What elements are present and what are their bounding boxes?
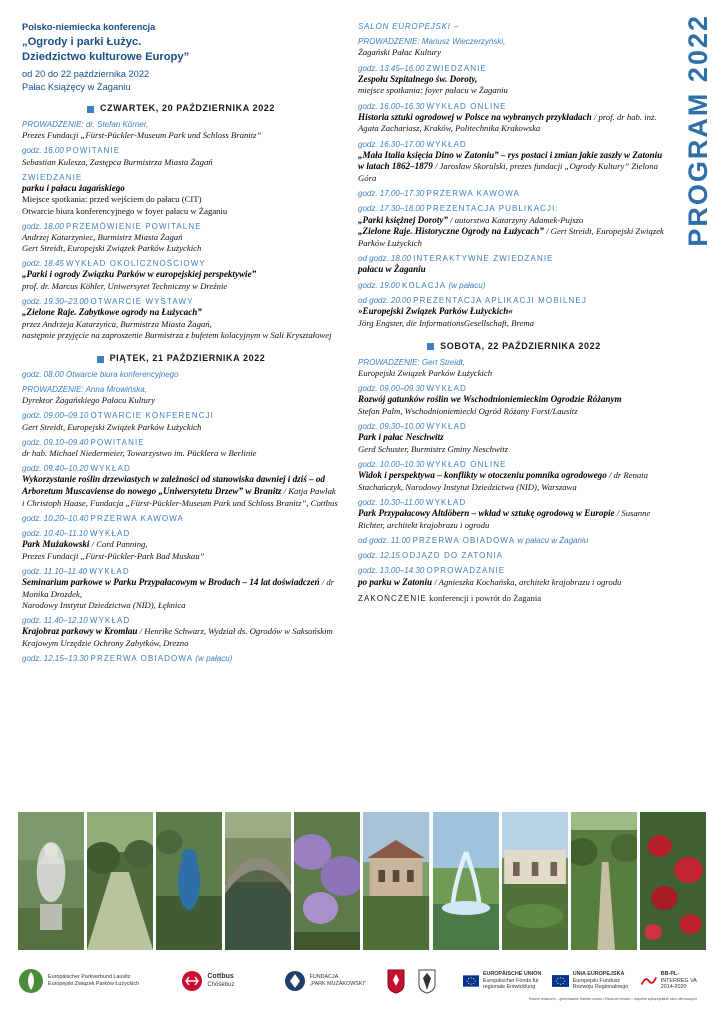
day-heading-thursday bbox=[22, 103, 340, 115]
item-title: Park Przypałacowy Altdöbern – wkład w sztukę ogrodową w Europie bbox=[358, 508, 615, 519]
bullet-square-icon bbox=[97, 356, 104, 363]
program-item-closing bbox=[358, 593, 670, 604]
item-meta-tail: (w pałacu) bbox=[448, 280, 486, 290]
item-kind: PRZERWA OBIADOWA bbox=[412, 535, 516, 545]
item-kind: ZWIEDZANIE bbox=[22, 172, 83, 182]
header-block bbox=[22, 22, 340, 94]
photo-blue-sculpture bbox=[156, 812, 222, 950]
program-item bbox=[22, 567, 340, 611]
item-title: »Europejski Związek Parków Łużyckich« bbox=[358, 306, 513, 317]
item-meta bbox=[22, 514, 340, 524]
left-column bbox=[22, 22, 340, 669]
item-meta bbox=[22, 370, 340, 380]
logo-line2: „PARK MUŻAKOWSKI” bbox=[309, 981, 366, 987]
item-title: Park i pałac Neschwitz bbox=[358, 432, 444, 443]
item-lead: przez Andrzeja Katarzyńca, Burmistrza Miasta Żagań, bbox=[22, 319, 212, 330]
program-item bbox=[358, 566, 670, 588]
program-item bbox=[22, 259, 340, 292]
day-heading-thursday-text: CZWARTEK, 20 PAŹDZIERNIKA 2022 bbox=[99, 103, 276, 114]
item-meta bbox=[22, 146, 340, 156]
item-time: godz. 10.00–10.30 bbox=[358, 459, 425, 469]
item-time: godz. 16.00–16.30 bbox=[358, 101, 425, 111]
header-title-2: Dziedzictwo kulturowe Europy” bbox=[22, 51, 190, 64]
item-title: Widok i perspektywa – konflikty w otoczeniu pomnika ogrodowego bbox=[358, 470, 607, 481]
item-meta-tail: w pałacu w Żaganiu bbox=[517, 535, 589, 545]
item-detail: Miejsce spotkania: przed wejściem do pałacu (CIT) bbox=[22, 194, 202, 205]
item-kind: OTWARCIE KONFERENCJI bbox=[90, 411, 214, 421]
logo-text bbox=[483, 971, 552, 991]
item-kind: WYKŁAD bbox=[425, 497, 467, 507]
logo-line1: UNIA EUROPEJSKA bbox=[572, 970, 625, 977]
item-meta bbox=[22, 567, 340, 577]
item-kind: INTERAKTYWNE ZWIEDZANIE bbox=[413, 254, 554, 264]
logo-zagan-crest bbox=[386, 968, 418, 994]
item-meta: PROWADZENIE: Mariusz Wieczerzyński, bbox=[358, 37, 506, 47]
item-time: godz. 19.00 bbox=[358, 280, 400, 290]
program-item bbox=[22, 411, 340, 432]
item-title-tail: / Katja Pawlak i Christoph Haase, Fundacja „Fürst-Pückler-Museum Park und Schloss Branitz”, Cottbus bbox=[22, 486, 338, 508]
item-meta bbox=[358, 460, 670, 470]
program-item bbox=[22, 297, 340, 341]
item-kind: WYKŁAD bbox=[89, 566, 130, 576]
item-kind: Otwarcie biura konferencyjnego bbox=[66, 369, 179, 379]
item-lead: Gert Streidt, Europejski Związek Parków Łużyckich bbox=[22, 243, 202, 254]
item-meta bbox=[358, 536, 670, 546]
item-title: „Parki księżnej Doroty” bbox=[358, 214, 448, 225]
program-item bbox=[22, 464, 340, 509]
logo-text bbox=[661, 971, 706, 991]
item-time: godz. 17.00–17.30 bbox=[358, 189, 425, 199]
salon-europejski-label: SALON EUROPEJSKI – bbox=[358, 22, 460, 31]
item-lead: następnie przyjęcie na zaproszenie Burmistrza z bufetem kolacyjnym w Sali Kryształowej bbox=[22, 330, 332, 341]
item-time: godz. 12.15 bbox=[358, 551, 400, 561]
item-kind: PREZENTACJA PUBLIKACJI: bbox=[426, 204, 559, 214]
photo-red-roses bbox=[640, 812, 706, 950]
item-meta bbox=[22, 222, 340, 232]
item-title-tail: / dr Monika Drozdek, bbox=[22, 577, 335, 599]
item-meta bbox=[358, 281, 670, 291]
item-time: od godz. 11.00 bbox=[358, 535, 411, 545]
item-kind: PRZERWA KAWOWA bbox=[90, 513, 184, 523]
item-title-wrap bbox=[358, 150, 670, 184]
item-meta bbox=[358, 140, 670, 150]
fundacja-mark-icon bbox=[284, 970, 306, 992]
item-meta bbox=[358, 566, 670, 576]
item-lead: Prezes Fundacji „Fürst-Pückler-Park Bad Muskau” bbox=[22, 550, 205, 561]
program-item bbox=[358, 536, 670, 546]
logo-fundacja-park-muzakowski bbox=[284, 970, 386, 992]
item-meta bbox=[358, 384, 670, 394]
item-title-tail: / prof. dr hab. inż. Agata Zachariasz, Kraków, Politechnika Krakowska bbox=[358, 111, 657, 134]
item-title-wrap bbox=[22, 626, 340, 649]
program-item bbox=[22, 438, 340, 459]
item-kind: WYKŁAD bbox=[426, 383, 467, 393]
item-title: Historia sztuki ogrodowej w Polsce na wybranych przykładach bbox=[358, 111, 592, 122]
photo-fountain bbox=[433, 812, 499, 950]
item-meta: PROWADZENIE: dr. Stefan Körner, bbox=[22, 119, 149, 129]
item-time: godz. 11.10–11.40 bbox=[22, 566, 88, 576]
logo-line1: Europäischer Parkverbund Lausitz bbox=[48, 974, 131, 981]
bullet-square-icon bbox=[427, 343, 434, 350]
photo-stone-bridge bbox=[225, 812, 291, 950]
item-kind: PRZEMÓWIENIE POWITALNE bbox=[66, 221, 202, 231]
item-title-wrap bbox=[358, 577, 670, 589]
item-title: po parku w Zatoniu bbox=[358, 576, 433, 587]
footer-note: Razem redakcem – gemeinsame Sachen nutzen / Reduziert kreativ – wspólne wykorzystanie sieci oferowanych bbox=[529, 997, 697, 1001]
item-kind: PREZENTACJA APLIKACJI MOBILNEJ bbox=[413, 296, 587, 306]
item-title-wrap-2 bbox=[358, 226, 670, 249]
logo-line2: Europäischer Fonds für regionale Entwicklung bbox=[482, 977, 539, 991]
program-item bbox=[358, 102, 670, 135]
zagan-coat-of-arms-icon bbox=[386, 968, 406, 994]
item-kind: WYKŁAD ONLINE bbox=[426, 101, 507, 111]
interreg-mark-icon bbox=[641, 972, 657, 990]
program-item bbox=[22, 514, 340, 524]
program-item bbox=[358, 22, 670, 32]
logo-cottbus-chosebuz bbox=[181, 970, 283, 992]
photo-angel-statue bbox=[18, 812, 84, 950]
header-venue: Pałac Książęcy w Żaganiu bbox=[22, 82, 131, 93]
item-lead: dr hab. Michael Niedermeier, Towarzystwo im. Pücklera w Berlinie bbox=[22, 448, 257, 459]
parkverbund-mark-icon bbox=[18, 968, 44, 994]
item-time: od godz. 20.00 bbox=[358, 296, 411, 306]
program-item bbox=[358, 281, 670, 291]
logo-text bbox=[207, 973, 234, 989]
logo-line2: INTERREG VA 2014-2020 bbox=[660, 977, 697, 991]
logo-nid-crest bbox=[417, 968, 454, 994]
item-meta bbox=[22, 297, 340, 307]
item-time: godz. 11.40–12.10 bbox=[22, 616, 88, 626]
item-title-2: „Zielone Raje. Historyczne Ogrody na Łużycach” bbox=[358, 226, 544, 237]
item-title-2-tail: / Gert Streidt, Europejski Związek Parków Łużyckich bbox=[358, 226, 664, 248]
program-item bbox=[358, 204, 670, 249]
item-meta bbox=[22, 616, 340, 626]
program-item bbox=[358, 358, 670, 379]
eu-flag-icon bbox=[463, 972, 479, 990]
item-meta bbox=[22, 259, 340, 269]
item-kind: WYKŁAD OKOLICZNOŚCIOWY bbox=[66, 259, 206, 269]
item-kind: PRZERWA OBIADOWA bbox=[90, 654, 194, 664]
program-item bbox=[22, 385, 340, 406]
item-kind: OPROWADZANIE bbox=[426, 566, 506, 576]
item-meta bbox=[358, 254, 670, 264]
item-title: „Zielone Raje. Zabytkowe ogrody na Łużycach” bbox=[22, 307, 202, 318]
item-detail: Otwarcie biura konferencyjnego w foyer pałacu w Żaganiu bbox=[22, 205, 228, 216]
program-item bbox=[22, 616, 340, 649]
program-item bbox=[22, 654, 340, 664]
item-time: godz. 16.30–17.00 bbox=[358, 139, 425, 149]
item-title: pałacu w Żaganiu bbox=[358, 264, 426, 275]
item-meta bbox=[358, 593, 670, 604]
item-lead: Jörg Engster, die InformationsGesellschaft, Brema bbox=[358, 317, 534, 328]
program-item bbox=[358, 189, 670, 199]
item-time: godz. 08.00 bbox=[22, 369, 64, 379]
item-lead: Narodowy Instytut Dziedzictwa (NID), Łęknica bbox=[22, 599, 186, 610]
item-kind: POWITANIE bbox=[66, 146, 121, 156]
item-meta bbox=[22, 654, 340, 664]
item-kind: ODJAZD DO ZATONIA bbox=[402, 551, 504, 561]
item-lead: Andrzej Katarzyniec, Burmistrz Miasta Żagań bbox=[22, 231, 183, 242]
item-kind: WYKŁAD bbox=[90, 464, 131, 474]
program-item bbox=[358, 254, 670, 276]
program-item bbox=[22, 146, 340, 167]
program-item bbox=[358, 422, 670, 455]
item-lead: Prezes Fundacji „Fürst-Pückler-Museum Park und Schloss Branitz” bbox=[22, 130, 262, 141]
item-title-wrap bbox=[358, 508, 670, 531]
item-title-tail: / Cord Panning, bbox=[89, 539, 148, 550]
cottbus-crab-icon bbox=[181, 970, 203, 992]
logo-line1: Cottbus bbox=[207, 972, 234, 980]
photo-manor-house bbox=[363, 812, 429, 950]
item-title: Park Mużakowski bbox=[22, 539, 90, 550]
photo-palace-park bbox=[502, 812, 568, 950]
item-meta bbox=[358, 204, 670, 214]
header-line1: Polsko-niemiecka konferencja bbox=[22, 22, 156, 32]
photo-garden-path bbox=[571, 812, 637, 950]
item-title-wrap bbox=[358, 215, 670, 227]
logo-line2: Europejski Związek Parków Łużyckich bbox=[48, 981, 140, 987]
item-title: parku i pałacu żagańskiego bbox=[22, 182, 125, 193]
item-time: godz. 19.30–23.00 bbox=[22, 297, 89, 307]
item-meta bbox=[358, 498, 670, 508]
day-heading-saturday-text: SOBOTA, 22 PAŹDZIERNIKA 2022 bbox=[440, 341, 601, 352]
item-meta: PROWADZENIE: Anna Mrowińska, bbox=[22, 385, 147, 395]
logo-line1: BB-PL- bbox=[660, 970, 679, 977]
item-time: godz. 13.00–14.30 bbox=[358, 566, 425, 576]
program-item bbox=[358, 551, 670, 561]
item-kind: OTWARCIE WYSTAWY bbox=[90, 297, 194, 307]
item-time: godz. 09.40–10.20 bbox=[22, 464, 89, 474]
item-lead: miejsce spotkania: foyer pałacu w Żaganiu bbox=[358, 85, 508, 96]
program-item bbox=[358, 498, 670, 531]
item-lead: Dyrektor Żagańskiego Pałacu Kultury bbox=[22, 395, 156, 406]
logo-interreg-pl-sn bbox=[641, 971, 706, 991]
item-meta bbox=[22, 411, 340, 421]
program-item bbox=[22, 120, 340, 141]
program-item bbox=[358, 64, 670, 97]
program-item bbox=[358, 384, 670, 417]
item-kind: WYKŁAD bbox=[426, 139, 467, 149]
item-time: godz. 10.30–11.00 bbox=[358, 497, 424, 507]
eu-flag-icon bbox=[552, 972, 569, 990]
logo-europaeische-union bbox=[463, 971, 552, 991]
item-meta bbox=[22, 173, 340, 183]
photo-park-path bbox=[87, 812, 153, 950]
logo-line1: EUROPÄISCHE UNION bbox=[482, 970, 542, 977]
program-item bbox=[358, 37, 670, 58]
item-title: Wykorzystanie roślin drzewiastych w zależności od stanowiska dawniej i dziś – od Arboretum Muscaviense do nowego „Uniwersytetu Drzew” w Branitz bbox=[22, 474, 325, 496]
item-kind: WYKŁAD bbox=[89, 528, 131, 538]
item-kind: ZAKOŃCZENIE bbox=[358, 594, 427, 604]
item-time: od godz. 18.00 bbox=[358, 254, 411, 264]
item-time: godz. 16.00 bbox=[22, 146, 64, 156]
item-kind: KOLACJA bbox=[402, 280, 447, 290]
item-time: godz. 18.45 bbox=[22, 259, 64, 269]
item-time: godz. 09.10–09.40 bbox=[22, 437, 89, 447]
item-time: godz. 12.15–13.30 bbox=[22, 654, 89, 664]
program-item bbox=[22, 529, 340, 562]
item-meta bbox=[358, 296, 670, 306]
item-lead: Stefan Palm, Wschodnioniemiecki Ogród Różany Forst/Lausitz bbox=[358, 405, 578, 416]
item-title-tail: / autorstwa Katarzyny Adamek-Pujszo bbox=[447, 214, 584, 225]
item-meta-tail: konferencji i powrót do Żagania bbox=[427, 593, 542, 604]
program-item bbox=[22, 370, 340, 380]
right-column bbox=[358, 22, 670, 609]
item-kind: ZWIEDZANIE bbox=[426, 63, 487, 73]
item-meta-tail: (w pałacu) bbox=[195, 654, 233, 664]
logo-line2: Chóśebuz bbox=[207, 981, 235, 988]
item-time: godz. 09.00–09.30 bbox=[358, 383, 425, 393]
item-time: godz. 09.00–09.10 bbox=[22, 411, 89, 421]
vertical-program-title bbox=[674, 0, 722, 930]
logo-text bbox=[573, 971, 641, 991]
item-title-tail: / Jarosław Skorulski, prezes fundacji „Ogrody Kultury” Zielona Góra bbox=[358, 161, 658, 184]
item-kind: WYKŁAD bbox=[89, 616, 131, 626]
day-heading-friday-text: PIĄTEK, 21 PAŹDZIERNIKA 2022 bbox=[109, 353, 266, 364]
item-time: godz. 13.45–16.00 bbox=[358, 63, 425, 73]
item-title-wrap bbox=[22, 539, 340, 551]
item-title-wrap bbox=[358, 470, 670, 493]
item-title: Krajobraz parkowy w Kromlau bbox=[22, 626, 138, 637]
item-kind: POWITANIE bbox=[90, 437, 145, 447]
logo-line2: Europejski Fundusz Rozwoju Regionalnego bbox=[572, 977, 629, 991]
item-time: godz. 10.20–10.40 bbox=[22, 513, 89, 523]
logo-text bbox=[48, 974, 139, 988]
item-title-tail: / dr Renata Stachańczyk, Narodowy Instytut Dziedzictwa (NID), Warszawa bbox=[358, 470, 649, 492]
item-meta bbox=[358, 102, 670, 112]
item-title-wrap bbox=[358, 112, 670, 135]
item-lead: Gert Streidt, Europejski Związek Parków Łużyckich bbox=[22, 421, 202, 432]
item-kind: WYKŁAD bbox=[426, 421, 467, 431]
item-title-tail: / Agnieszka Kochańska, architekt krajobrazu i ogrodu bbox=[432, 576, 622, 587]
item-meta bbox=[22, 464, 340, 474]
item-meta bbox=[358, 64, 670, 74]
item-lead: Gerd Schuster, Burmistrz Gminy Neschwitz bbox=[358, 443, 509, 454]
item-title-wrap bbox=[22, 474, 340, 508]
item-lead: Sebastian Kulesza, Zastępca Burmistrza Miasta Żagań bbox=[22, 156, 213, 167]
vertical-program-title-text: PROGRAM 2022 bbox=[682, 14, 713, 247]
day-heading-saturday bbox=[358, 341, 670, 353]
logo-unia-europejska bbox=[552, 971, 641, 991]
item-lead: prof. dr. Marcus Köhler, Uniwersytet Techniczny w Dreźnie bbox=[22, 281, 228, 292]
program-item bbox=[358, 296, 670, 329]
item-meta bbox=[358, 189, 670, 199]
item-meta bbox=[358, 551, 670, 561]
item-lead: Europejski Związek Parków Łużyckich bbox=[358, 367, 493, 378]
bullet-square-icon bbox=[87, 106, 94, 113]
item-meta: PROWADZENIE: Gert Streidt, bbox=[358, 357, 465, 367]
item-kind: WYKŁAD ONLINE bbox=[426, 459, 507, 469]
day-heading-friday bbox=[22, 353, 340, 365]
program-item bbox=[358, 140, 670, 185]
item-title: „Parki i ogrody Związku Parków w europejskiej perspektywie” bbox=[22, 269, 257, 280]
item-title-tail: / Henrike Schwarz, Wydział ds. Ogrodów w Saksońskim Krajowym Urzędzie Ochrony Zabytków, Drezno bbox=[22, 626, 333, 648]
item-title: „Mała Italia księcia Dino w Zatoniu” – rys postaci i zmian jakie zaszły w Zatoniu w latach 1862–1879 bbox=[358, 149, 663, 172]
photo-strip bbox=[18, 812, 706, 950]
item-time: godz. 09.30–10.00 bbox=[358, 421, 425, 431]
program-item bbox=[22, 222, 340, 254]
item-title-tail: / Susanne Richter, architekt krajobrazu i ogrodu bbox=[358, 508, 651, 530]
program-item bbox=[358, 460, 670, 493]
logo-line1: FUNDACJA bbox=[309, 974, 339, 981]
item-meta bbox=[358, 422, 670, 432]
header-dates: od 20 do 22 października 2022 bbox=[22, 69, 150, 80]
item-title-wrap bbox=[22, 577, 340, 600]
item-title: Zespołu Szpitalnego św. Doroty, bbox=[358, 73, 478, 84]
photo-rhododendron bbox=[294, 812, 360, 950]
logo-text bbox=[310, 974, 366, 988]
item-time: godz. 18.00 bbox=[22, 221, 64, 231]
item-meta bbox=[22, 438, 340, 448]
header-title-1: „Ogrody i parki Łużyc. bbox=[22, 35, 142, 48]
item-lead: Żagański Pałac Kultury bbox=[358, 47, 442, 58]
item-title: Rozwój gatunków roślin we Wschodnioniemieckim Ogrodzie Różanym bbox=[358, 394, 622, 405]
item-time: godz. 10.40–11.10 bbox=[22, 528, 88, 538]
program-item bbox=[22, 173, 340, 217]
item-kind: PRZERWA KAWOWA bbox=[426, 189, 520, 199]
item-time: godz. 17.30–18.00 bbox=[358, 204, 425, 214]
item-meta bbox=[22, 529, 340, 539]
nid-emblem-icon bbox=[417, 968, 437, 994]
item-title: Seminarium parkowe w Parku Przypałacowym w Brodach – 14 lat doświadczeń bbox=[22, 577, 320, 588]
logo-europaeischer-parkverbund-lausitz bbox=[18, 968, 157, 994]
